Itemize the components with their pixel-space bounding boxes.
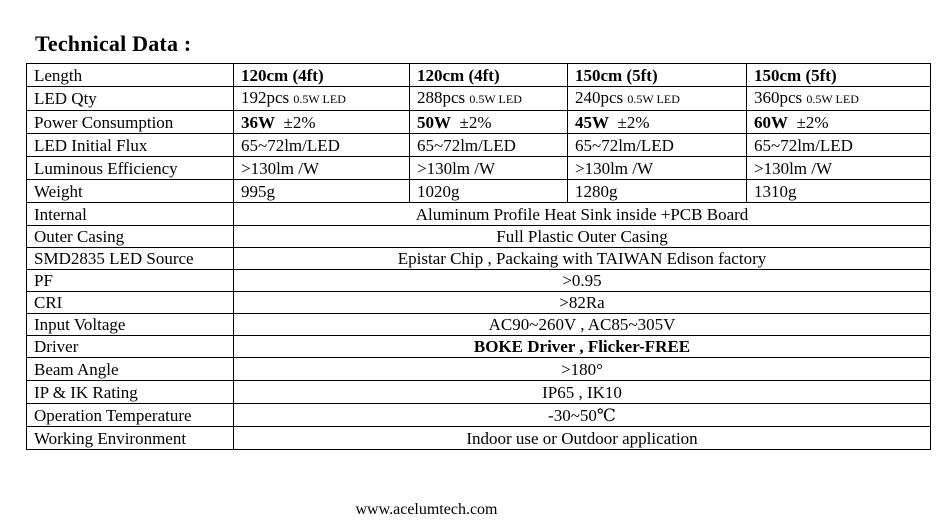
table-row-led-qty	[27, 87, 931, 111]
row-label-flux: LED Initial Flux	[27, 134, 234, 157]
weight-cell: 1280g	[568, 180, 747, 203]
beam-angle-value: >180°	[234, 358, 931, 381]
length-cell: 150cm (5ft)	[568, 64, 747, 87]
row-label-outer-casing: Outer Casing	[27, 226, 234, 248]
power-value: 36W	[241, 112, 275, 132]
led-qty-value: 360pcs	[754, 88, 803, 107]
row-label-led-source: SMD2835 LED Source	[27, 248, 234, 270]
row-label-beam-angle: Beam Angle	[27, 358, 234, 381]
table-row-input-voltage	[27, 314, 931, 336]
led-qty-value: 240pcs	[575, 88, 624, 107]
efficiency-cell: >130lm /W	[410, 157, 568, 180]
led-qty-value: 192pcs	[241, 88, 290, 107]
page-title: Technical Data :	[35, 31, 192, 56]
row-label-ip-ik: IP & IK Rating	[27, 381, 234, 404]
ip-ik-value: IP65 , IK10	[234, 381, 931, 404]
row-label-driver: Driver	[27, 336, 234, 358]
flux-cell: 65~72lm/LED	[410, 134, 568, 157]
outer-casing-value: Full Plastic Outer Casing	[234, 226, 931, 248]
working-env-value: Indoor use or Outdoor application	[234, 427, 931, 450]
led-unit: 0.5W LED	[469, 92, 522, 106]
length-cell: 150cm (5ft)	[747, 64, 931, 87]
driver-value: BOKE Driver , Flicker-FREE	[234, 336, 931, 358]
input-voltage-value: AC90~260V , AC85~305V	[234, 314, 931, 336]
row-label-working-env: Working Environment	[27, 427, 234, 450]
operation-temp-value: -30~50℃	[234, 404, 931, 427]
flux-cell: 65~72lm/LED	[568, 134, 747, 157]
power-value: 60W	[754, 112, 788, 132]
weight-cell: 1310g	[747, 180, 931, 203]
table-row-outer-casing	[27, 226, 931, 248]
power-tolerance: ±2%	[617, 112, 650, 132]
led-unit: 0.5W LED	[293, 92, 346, 106]
power-cell	[747, 111, 931, 134]
efficiency-cell: >130lm /W	[747, 157, 931, 180]
power-tolerance: ±2%	[283, 112, 316, 132]
led-qty-value: 288pcs	[417, 88, 466, 107]
power-value: 50W	[417, 112, 451, 132]
table-row-flux	[27, 134, 931, 157]
row-label-efficiency: Luminous Efficiency	[27, 157, 234, 180]
table-row-weight	[27, 180, 931, 203]
led-source-value: Epistar Chip , Packaing with TAIWAN Edison factory	[234, 248, 931, 270]
power-cell	[568, 111, 747, 134]
row-label-weight: Weight	[27, 180, 234, 203]
table-row-efficiency	[27, 157, 931, 180]
flux-cell: 65~72lm/LED	[234, 134, 410, 157]
technical-data-table	[26, 63, 931, 450]
table-row-length	[27, 64, 931, 87]
pf-value: >0.95	[234, 270, 931, 292]
weight-cell: 995g	[234, 180, 410, 203]
table-row-operation-temp	[27, 404, 931, 427]
table-row-beam-angle	[27, 358, 931, 381]
row-label-operation-temp: Operation Temperature	[27, 404, 234, 427]
led-qty-cell	[747, 87, 931, 111]
flux-cell: 65~72lm/LED	[747, 134, 931, 157]
led-unit: 0.5W LED	[627, 92, 680, 106]
led-qty-cell	[568, 87, 747, 111]
table-row-pf	[27, 270, 931, 292]
internal-value: Aluminum Profile Heat Sink inside +PCB Board	[234, 203, 931, 226]
cri-value: >82Ra	[234, 292, 931, 314]
table-row-working-env	[27, 427, 931, 450]
website-url: www.acelumtech.com	[355, 501, 498, 518]
row-label-cri: CRI	[27, 292, 234, 314]
table-row-internal	[27, 203, 931, 226]
efficiency-cell: >130lm /W	[568, 157, 747, 180]
led-qty-cell	[410, 87, 568, 111]
row-label-pf: PF	[27, 270, 234, 292]
row-label-power: Power Consumption	[27, 111, 234, 134]
table-row-power	[27, 111, 931, 134]
power-cell	[234, 111, 410, 134]
power-tolerance: ±2%	[459, 112, 492, 132]
row-label-led-qty: LED Qty	[27, 87, 234, 111]
length-cell: 120cm (4ft)	[410, 64, 568, 87]
led-unit: 0.5W LED	[806, 92, 859, 106]
power-tolerance: ±2%	[796, 112, 829, 132]
efficiency-cell: >130lm /W	[234, 157, 410, 180]
row-label-length: Length	[27, 64, 234, 87]
power-value: 45W	[575, 112, 609, 132]
length-cell: 120cm (4ft)	[234, 64, 410, 87]
table-row-led-source	[27, 248, 931, 270]
power-cell	[410, 111, 568, 134]
weight-cell: 1020g	[410, 180, 568, 203]
table-row-driver	[27, 336, 931, 358]
row-label-internal: Internal	[27, 203, 234, 226]
led-qty-cell	[234, 87, 410, 111]
table-row-ip-ik	[27, 381, 931, 404]
table-row-cri	[27, 292, 931, 314]
row-label-input-voltage: Input Voltage	[27, 314, 234, 336]
